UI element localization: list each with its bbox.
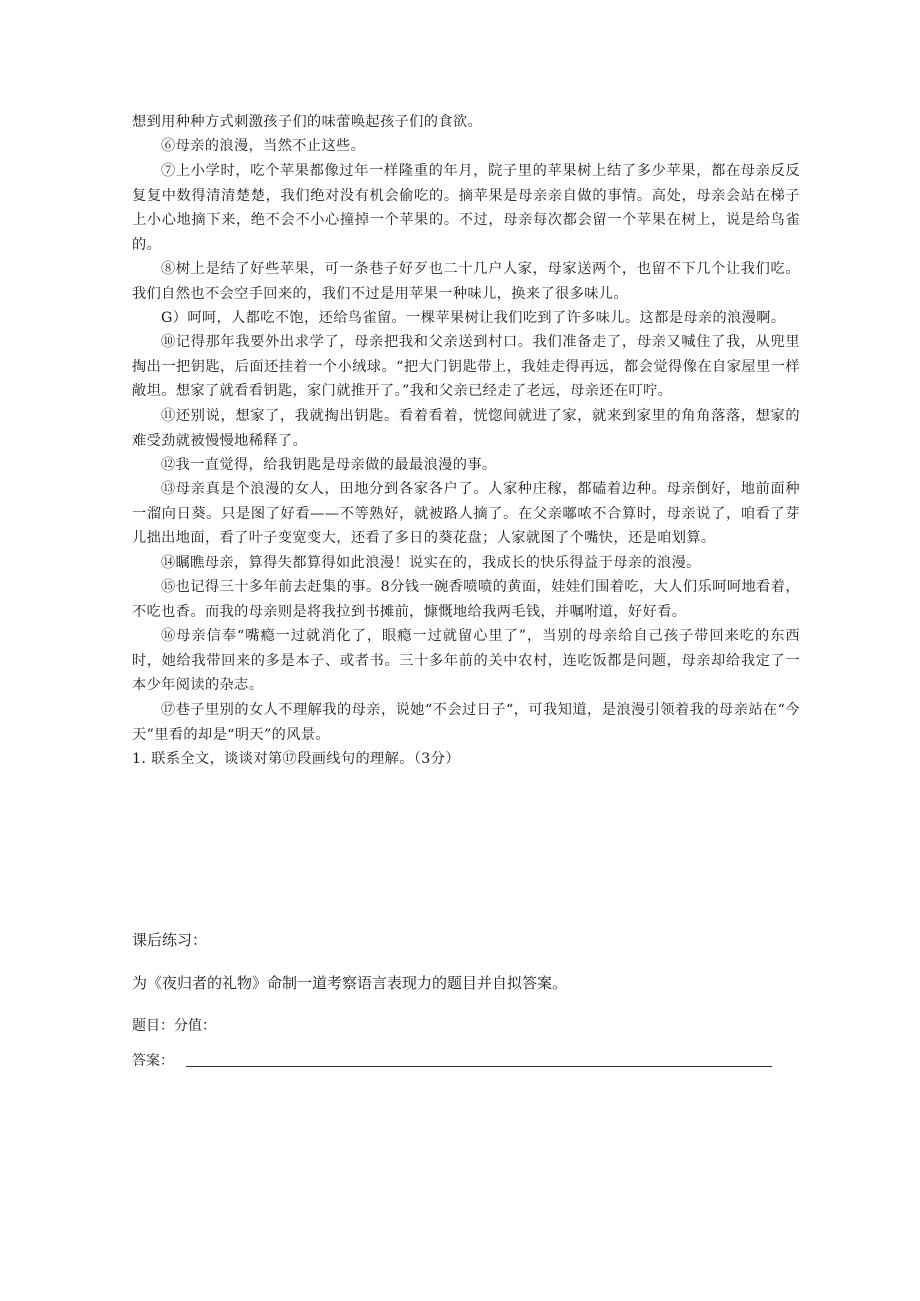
- passage-paragraph-11: ⑪还别说，想家了，我就掏出钥匙。看着看着，恍惚间就进了家，就来到家里的角角落落，想家的难受劲就被慢慢地稀释了。: [132, 408, 800, 449]
- passage-paragraph-12: ⑫我一直觉得，给我钥匙是母亲做的最最浪漫的事。: [161, 457, 497, 473]
- passage-paragraph-8: ⑧树上是结了好些苹果，可一条巷子好歹也二十几户人家，母家送两个，也留不下几个让我们吃。我们自然也不会空手回来的，我们不过是用苹果一种味儿，换来了很多味儿。: [132, 261, 800, 302]
- answer-blank-line[interactable]: [186, 1066, 772, 1067]
- passage-paragraph-17: ⑰巷子里别的女人不理解我的母亲，说她“不会过日子“，可我知道，是浪漫引领着我的母亲站在“今天”里看的却是“明天”的风景。: [132, 702, 800, 743]
- passage-paragraph-15: ⑮也记得三十多年前去赶集的事。8分钱一碗香喷喷的黄面，娃娃们围着吃，大人们乐呵呵地看着，不吃也香。而我的母亲则是将我拉到书摊前，慷慨地给我两毛钱，并嘱咐道，好好看。: [132, 579, 800, 620]
- passage-paragraph-9: G）呵呵，人都吃不饱，还给鸟雀留。一棵苹果树让我们吃到了许多味儿。这都是母亲的浪漫啊。: [161, 310, 786, 326]
- passage-paragraph-14: ⑭瞩瞧母亲，算得失都算得如此浪漫！说实在的，我成长的快乐得益于母亲的浪漫。: [161, 555, 701, 571]
- passage-paragraph-16: ⑯母亲信奉“嘴瘾一过就消化了，眼瘾一过就留心里了”，当别的母亲给自己孩子带回来吃的东西时，她给我带回来的多是本子、或者书。三十多年前的关中农村，连吃饭都是问题，母亲却给我定了一本少年阅读的杂志。: [132, 628, 800, 694]
- passage-paragraph-6: ⑥母亲的浪漫，当然不止这些。: [161, 138, 366, 154]
- passage-paragraph-10: ⑩记得那年我要外出求学了，母亲把我和父亲送到村口。我们准备走了，母亲又喊住了我，从兜里掏出一把钥匙，后面还挂着一个小绒球。“把大门钥匙带上，我娃走得再远，都会觉得像在自家屋里一样敞坦。想家了就看看钥匙，家门就推开了。”我和父亲已经走了老远，母亲还在叮咛。: [132, 334, 800, 400]
- answer-label: 答案：: [132, 1053, 174, 1069]
- topic-score-label: 题目：分值：: [132, 1018, 216, 1034]
- passage-paragraph-7: ⑦上小学时，吃个苹果都像过年一样隆重的年月，院子里的苹果树上结了多少苹果，都在母亲反反复复中数得清清楚楚，我们绝对没有机会偷吃的。摘苹果是母亲亲自做的事情。高处，母亲会站在梯子上小心地摘下来，绝不会不小心撞掉一个苹果的。不过，母亲每次都会留一个苹果在树上，说是给鸟雀的。: [132, 163, 800, 253]
- question-1: 1. 联系全文，谈谈对第⑰段画线句的理解。（3分）: [132, 751, 460, 767]
- passage-paragraph-13: ⑬母亲真是个浪漫的女人，田地分到各家各户了。人家种庄稼，都磕着边种。母亲倒好，地前面种一溜向日葵。只是图了好看——不等熟好，就被路人摘了。在父亲嘟哝不合算时，母亲说了，咱看了芽儿拙出地面，看了叶子变宽变大，还看了多日的葵花盘；人家就图了个嘴快，还是咱划算。: [132, 481, 800, 547]
- exercise-task: 为《夜归者的礼物》命制一道考察语言表现力的题目并自拟答案。: [132, 974, 568, 992]
- exercise-heading: 课后练习：: [132, 931, 208, 949]
- passage-paragraph-intro: 想到用种种方式刺激孩子们的味蕾唤起孩子们的食欲。: [132, 114, 483, 130]
